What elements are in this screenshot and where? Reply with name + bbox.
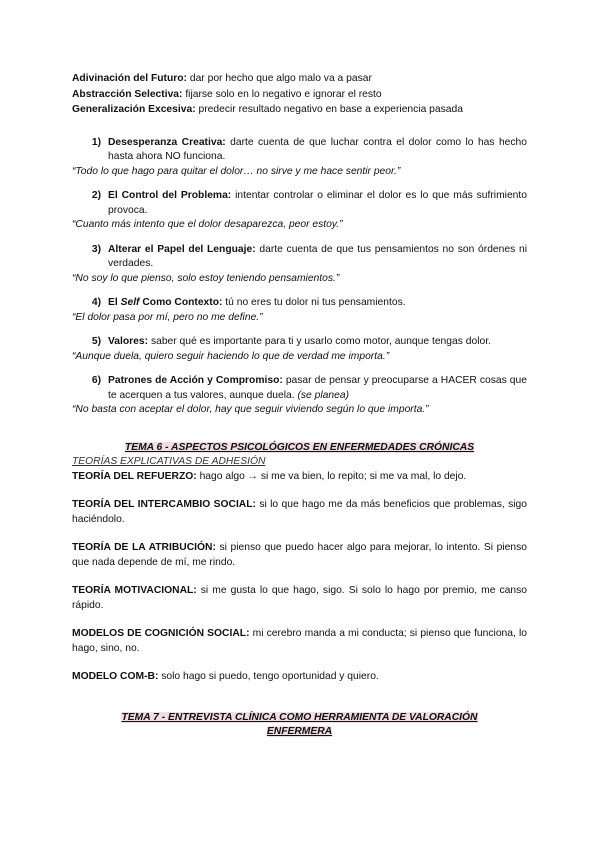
theory-item: MODELO COM-B: solo hago si puedo, tengo oportunidad y quiero. bbox=[72, 671, 379, 682]
list-item bbox=[72, 374, 527, 418]
definitions-list bbox=[72, 71, 527, 118]
definition-item: Adivinación del Futuro: dar por hecho que algo malo va a pasar bbox=[72, 73, 372, 84]
list-item bbox=[72, 335, 527, 364]
theory-item: TEORÍA DE LA ATRIBUCIÓN: si pienso que puedo hacer algo para mejorar, lo intento. Si pienso que nada depende de mí, me rindo. bbox=[72, 542, 527, 568]
item-number: 2) bbox=[91, 190, 101, 201]
item-number: 3) bbox=[91, 243, 101, 255]
item-quote: “El dolor pasa por mí, pero no me define.” bbox=[72, 311, 263, 323]
item-number: 5) bbox=[91, 336, 101, 347]
list-item bbox=[72, 243, 527, 287]
item-number: 4) bbox=[91, 297, 101, 308]
item-text: El Control del Problema: intentar controlar o eliminar el dolor es lo que más sufrimiento provoca. bbox=[108, 190, 527, 216]
section-title: TEMA 7 - ENTREVISTA CLÍNICA COMO HERRAMIENTA DE VALORACIÓN ENFERMERA bbox=[121, 711, 478, 737]
list-item bbox=[72, 296, 527, 325]
item-number: 1) bbox=[91, 136, 101, 148]
item-quote: “No soy lo que pienso, solo estoy teniendo pensamientos.” bbox=[72, 272, 340, 284]
document-page bbox=[72, 71, 527, 740]
theory-item: TEORÍA DEL REFUERZO: hago algo → si me va bien, lo repito; si me va mal, lo dejo. bbox=[72, 470, 467, 482]
theory-item: TEORÍA DEL INTERCAMBIO SOCIAL: si lo que hago me da más beneficios que problemas, sigo haciéndolo. bbox=[72, 499, 527, 525]
item-text: El Self Como Contexto: tú no eres tu dolor ni tus pensamientos. bbox=[108, 297, 406, 308]
list-item bbox=[72, 189, 527, 233]
item-text: Desesperanza Creativa: darte cuenta de que luchar contra el dolor como lo has hecho hasta ahora NO funciona. bbox=[108, 136, 527, 162]
item-quote: “Cuanto más intento que el dolor desaparezca, peor estoy.” bbox=[72, 219, 343, 230]
theory-item: MODELOS DE COGNICIÓN SOCIAL: mi cerebro manda a mi conducta; si pienso que funciona, lo hago, sino, no. bbox=[72, 628, 527, 654]
theory-item: TEORÍA MOTIVACIONAL: si me gusta lo que hago, sigo. Si solo lo hago por premio, me canso rápido. bbox=[72, 585, 527, 611]
list-item bbox=[72, 136, 527, 180]
item-quote: “Aunque duela, quiero seguir haciendo lo que de verdad me importa.” bbox=[72, 350, 390, 362]
item-quote: “Todo lo que hago para quitar el dolor… no sirve y me hace sentir peor.” bbox=[72, 165, 401, 177]
item-number: 6) bbox=[91, 375, 101, 386]
section-title: TEMA 6 - ASPECTOS PSICOLÓGICOS EN ENFERMEDADES CRÓNICAS bbox=[124, 441, 475, 453]
item-text: Valores: saber qué es importante para ti y usarlo como motor, aunque tengas dolor. bbox=[108, 336, 491, 347]
item-text: Patrones de Acción y Compromiso: pasar de pensar y preocuparse a HACER cosas que te acerquen a tus valores, aunque duela. (se planea) bbox=[108, 375, 527, 401]
definition-item: Abstracción Selectiva: fijarse solo en lo negativo e ignorar el resto bbox=[72, 88, 382, 100]
section-subheading: TEORÍAS EXPLICATIVAS DE ADHESIÓN bbox=[72, 456, 266, 467]
item-text: Alterar el Papel del Lenguaje: darte cuenta de que tus pensamientos no son órdenes ni verdades. bbox=[108, 243, 527, 269]
definition-item: Generalización Excesiva: predecir resultado negativo en base a experiencia pasada bbox=[72, 104, 463, 115]
item-quote: “No basta con aceptar el dolor, hay que seguir viviendo según lo que importa.” bbox=[72, 404, 429, 415]
